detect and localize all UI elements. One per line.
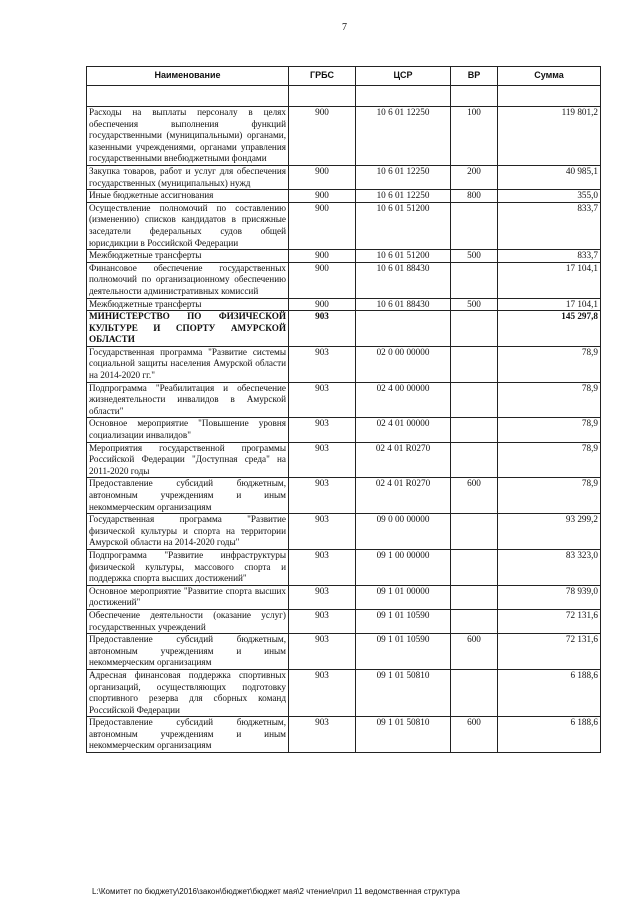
cell-csr: 02 4 01 R0270 <box>356 442 451 478</box>
cell-csr: 02 4 00 00000 <box>356 382 451 418</box>
cell-name: Финансовое обеспечение государственных полномочий по организационному обеспечению деятельности административных комиссий <box>87 262 289 298</box>
cell-vr <box>451 549 498 585</box>
cell-csr: 10 6 01 51200 <box>356 202 451 249</box>
cell-csr: 09 1 01 00000 <box>356 585 451 609</box>
cell-csr: 10 6 01 12250 <box>356 190 451 203</box>
cell-name: Осуществление полномочий по составлению (изменению) списков кандидатов в присяжные заседатели федеральных судов общей юрисдикции в Российской Федерации <box>87 202 289 249</box>
cell-grbs: 903 <box>289 514 356 550</box>
cell-csr: 10 6 01 12250 <box>356 107 451 166</box>
table-header-row <box>87 67 601 86</box>
cell-sum: 72 131,6 <box>498 609 601 633</box>
cell-csr: 09 1 01 10590 <box>356 634 451 670</box>
cell-sum: 78,9 <box>498 418 601 442</box>
cell-name: Предоставление субсидий бюджетным, автономным учреждениям и иным некоммерческим организациям <box>87 634 289 670</box>
cell-name: Подпрограмма "Реабилитация и обеспечение жизнедеятельности инвалидов в Амурской области" <box>87 382 289 418</box>
cell-sum: 833,7 <box>498 250 601 263</box>
cell-csr: 09 1 01 50810 <box>356 717 451 753</box>
cell-sum: 355,0 <box>498 190 601 203</box>
cell-csr: 02 4 01 00000 <box>356 418 451 442</box>
table-row <box>87 298 601 311</box>
cell-name: Обеспечение деятельности (оказание услуг) государственных учреждений <box>87 609 289 633</box>
cell-vr <box>451 514 498 550</box>
cell-sum: 78,9 <box>498 346 601 382</box>
cell-csr <box>356 311 451 347</box>
cell-name: Иные бюджетные ассигнования <box>87 190 289 203</box>
cell-name: Мероприятия государственной программы Российской Федерации "Доступная среда" на 2011-2020 годы <box>87 442 289 478</box>
cell-grbs: 900 <box>289 165 356 189</box>
cell-name: Межбюджетные трансферты <box>87 250 289 263</box>
cell-vr: 500 <box>451 250 498 263</box>
table-row <box>87 250 601 263</box>
cell-grbs: 903 <box>289 634 356 670</box>
cell-grbs: 900 <box>289 250 356 263</box>
cell-sum: 17 104,1 <box>498 262 601 298</box>
header-csr: ЦСР <box>356 67 451 86</box>
cell-sum: 83 323,0 <box>498 549 601 585</box>
budget-table <box>86 66 601 753</box>
table-row <box>87 585 601 609</box>
cell-vr: 800 <box>451 190 498 203</box>
cell-grbs: 903 <box>289 442 356 478</box>
cell-name: Основное мероприятие "Повышение уровня социализации инвалидов" <box>87 418 289 442</box>
cell-name: Государственная программа "Развитие системы социальной защиты населения Амурской области на 2014-2020 гг." <box>87 346 289 382</box>
cell-grbs: 903 <box>289 717 356 753</box>
cell-grbs: 903 <box>289 418 356 442</box>
cell-grbs: 903 <box>289 478 356 514</box>
cell-name: Подпрограмма "Развитие инфраструктуры физической культуры, массового спорта и поддержка спорта высших достижений" <box>87 549 289 585</box>
cell-sum: 93 299,2 <box>498 514 601 550</box>
cell-csr: 09 1 01 50810 <box>356 669 451 716</box>
table-body <box>87 86 601 753</box>
cell-sum: 78,9 <box>498 442 601 478</box>
header-vr: ВР <box>451 67 498 86</box>
cell-csr: 10 6 01 88430 <box>356 298 451 311</box>
cell-name: Государственная программа "Развитие физической культуры и спорта на территории Амурской области на 2014-2020 годы" <box>87 514 289 550</box>
cell-vr <box>451 585 498 609</box>
cell-name: Предоставление субсидий бюджетным, автономным учреждениям и иным некоммерческим организациям <box>87 478 289 514</box>
table-row <box>87 717 601 753</box>
cell-grbs: 903 <box>289 346 356 382</box>
cell-sum: 72 131,6 <box>498 634 601 670</box>
cell-name: Адресная финансовая поддержка спортивных организаций, осуществляющих подготовку спортивного резерва для сборных команд Российской Федерации <box>87 669 289 716</box>
cell-csr: 02 0 00 00000 <box>356 346 451 382</box>
cell-vr: 100 <box>451 107 498 166</box>
spacer-row <box>87 86 601 107</box>
cell-grbs: 900 <box>289 298 356 311</box>
cell-grbs: 903 <box>289 549 356 585</box>
cell-grbs: 903 <box>289 609 356 633</box>
cell-vr: 600 <box>451 717 498 753</box>
table-row <box>87 165 601 189</box>
cell-sum: 119 801,2 <box>498 107 601 166</box>
cell-vr: 600 <box>451 478 498 514</box>
cell-grbs: 903 <box>289 311 356 347</box>
cell-csr: 09 1 01 10590 <box>356 609 451 633</box>
table-row <box>87 107 601 166</box>
table-row <box>87 634 601 670</box>
header-sum: Сумма <box>498 67 601 86</box>
cell-sum: 6 188,6 <box>498 669 601 716</box>
cell-vr <box>451 346 498 382</box>
table-row <box>87 311 601 347</box>
table-row <box>87 478 601 514</box>
cell-sum: 17 104,1 <box>498 298 601 311</box>
cell-grbs: 900 <box>289 262 356 298</box>
cell-vr <box>451 382 498 418</box>
table-row <box>87 382 601 418</box>
table-row <box>87 549 601 585</box>
header-name: Наименование <box>87 67 289 86</box>
cell-sum: 833,7 <box>498 202 601 249</box>
cell-name: Предоставление субсидий бюджетным, автономным учреждениям и иным некоммерческим организациям <box>87 717 289 753</box>
cell-sum: 78,9 <box>498 382 601 418</box>
cell-vr: 600 <box>451 634 498 670</box>
cell-csr: 10 6 01 12250 <box>356 165 451 189</box>
cell-vr: 200 <box>451 165 498 189</box>
cell-vr <box>451 609 498 633</box>
table-row <box>87 202 601 249</box>
cell-grbs: 903 <box>289 382 356 418</box>
cell-sum: 78,9 <box>498 478 601 514</box>
cell-name: Межбюджетные трансферты <box>87 298 289 311</box>
cell-vr <box>451 311 498 347</box>
cell-grbs: 900 <box>289 107 356 166</box>
cell-csr: 10 6 01 51200 <box>356 250 451 263</box>
cell-vr <box>451 418 498 442</box>
cell-sum: 6 188,6 <box>498 717 601 753</box>
cell-grbs: 903 <box>289 585 356 609</box>
cell-sum: 78 939,0 <box>498 585 601 609</box>
cell-csr: 02 4 01 R0270 <box>356 478 451 514</box>
table-row <box>87 514 601 550</box>
cell-vr <box>451 262 498 298</box>
cell-vr <box>451 202 498 249</box>
table-row <box>87 609 601 633</box>
cell-grbs: 900 <box>289 190 356 203</box>
cell-sum: 40 985,1 <box>498 165 601 189</box>
footer-file-path: L:\Комитет по бюджету\2016\закон\бюджет\бюджет мая\2 чтение\прил 11 ведомственная структура <box>92 887 460 896</box>
table-row <box>87 669 601 716</box>
cell-name: Основное мероприятие "Развитие спорта высших достижений" <box>87 585 289 609</box>
cell-sum: 145 297,8 <box>498 311 601 347</box>
table-row <box>87 262 601 298</box>
cell-vr <box>451 669 498 716</box>
cell-vr <box>451 442 498 478</box>
header-grbs: ГРБС <box>289 67 356 86</box>
table-row <box>87 346 601 382</box>
table-row <box>87 190 601 203</box>
cell-csr: 09 0 00 00000 <box>356 514 451 550</box>
cell-name: МИНИСТЕРСТВО ПО ФИЗИЧЕСКОЙ КУЛЬТУРЕ И СПОРТУ АМУРСКОЙ ОБЛАСТИ <box>87 311 289 347</box>
table-row <box>87 442 601 478</box>
cell-grbs: 903 <box>289 669 356 716</box>
cell-name: Закупка товаров, работ и услуг для обеспечения государственных (муниципальных) нужд <box>87 165 289 189</box>
cell-vr: 500 <box>451 298 498 311</box>
page-number: 7 <box>342 22 347 33</box>
table-row <box>87 418 601 442</box>
cell-csr: 10 6 01 88430 <box>356 262 451 298</box>
cell-name: Расходы на выплаты персоналу в целях обеспечения выполнения функций государственными (муниципальными) органами, казенными учреждениями, органами управления государственными внебюджетными фондами <box>87 107 289 166</box>
cell-grbs: 900 <box>289 202 356 249</box>
cell-csr: 09 1 00 00000 <box>356 549 451 585</box>
